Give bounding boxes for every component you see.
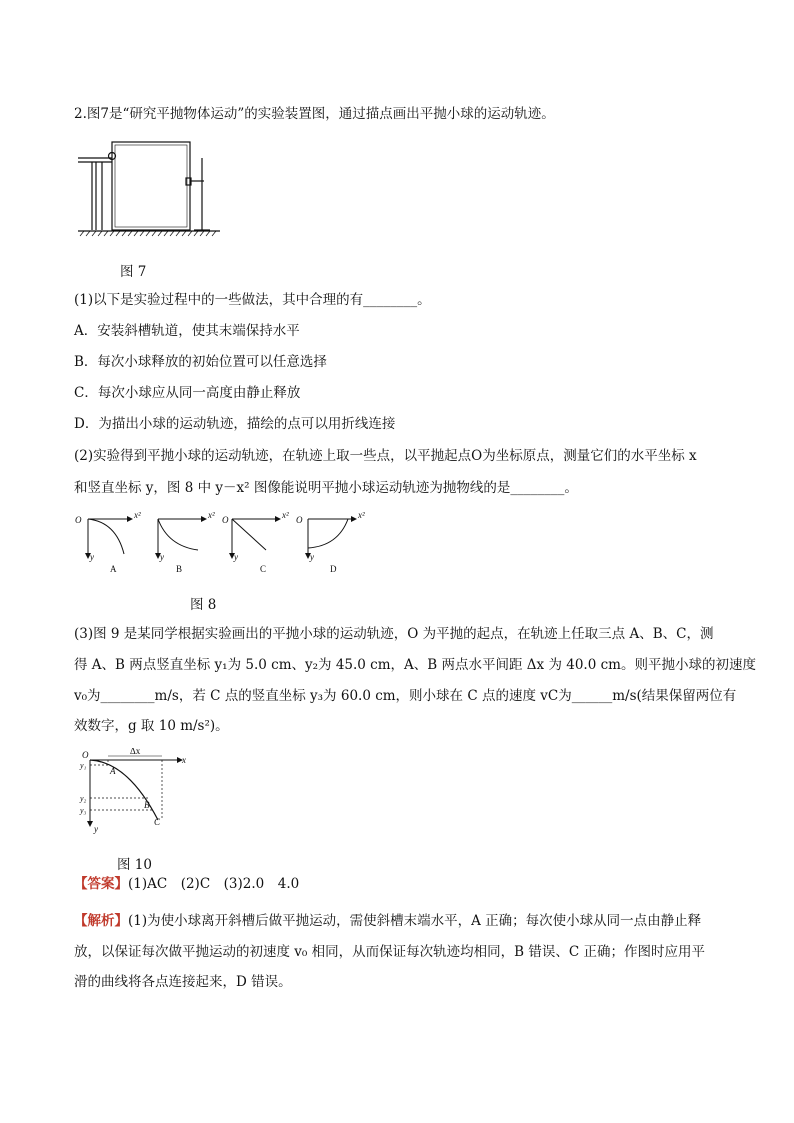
svg-text:A: A [110,766,116,776]
answer-text: (1)AC (2)C (3)2.0 4.0 [128,876,300,892]
svg-text:x: x [182,755,186,765]
figure-8-caption: 图 8 [190,597,217,613]
answer-label: 【答案】 [74,876,128,892]
figure-8-graphs [72,510,382,580]
graph-a [75,510,141,574]
graph-b-label: B [176,564,183,574]
graph-d-yaxis: y [310,552,314,562]
analysis-line-2: 放，以保证每次做平抛运动的初速度 v₀ 相同，从而保证每次轨迹均相同，B 错误、C 正确；作图时应用平 [74,944,705,960]
svg-text:C: C [154,817,161,827]
graph-c-origin: O [222,515,229,525]
graph-d-origin: O [296,515,303,525]
option-b: B．每次小球释放的初始位置可以任意选择 [74,354,327,370]
question-intro: 2.图7是“研究平抛物体运动”的实验装置图，通过描点画出平抛小球的运动轨迹。 [74,106,555,122]
svg-text:y₂: y₂ [80,794,87,803]
graph-c [222,510,289,574]
graph-a-xaxis: x² [134,510,141,520]
question-3-line-2: 得 A、B 两点竖直坐标 y₁为 5.0 cm、y₂为 45.0 cm，A、B 两点水平间距 Δx 为 40.0 cm。则平抛小球的初速度 [74,657,756,673]
graph-b-xaxis: x² [208,510,215,520]
graph-a-origin: O [75,515,82,525]
graph-c-xaxis: x² [282,510,289,520]
svg-text:y₃: y₃ [80,806,87,815]
graph-d-label: D [330,564,337,574]
figure-10-trajectory [78,748,198,840]
question-2-line-2: 和竖直坐标 y，图 8 中 y－x² 图像能说明平抛小球运动轨迹为抛物线的是________。 [74,480,578,496]
question-1-stem: (1)以下是实验过程中的一些做法，其中合理的有________。 [74,292,431,308]
graph-a-label: A [110,564,117,574]
figure-7-apparatus [74,136,224,240]
figure-10-caption: 图 10 [117,857,152,873]
analysis-line-3: 滑的曲线将各点连接起来，D 错误。 [74,974,292,990]
analysis-line-1: 【解析】(1)为使小球离开斜槽后做平抛运动，需使斜槽末端水平，A 正确；每次使小球从同一点由静止释 [74,913,702,929]
option-a: A．安装斜槽轨道，使其末端保持水平 [74,323,300,339]
analysis-label: 【解析】 [74,913,128,929]
graph-c-yaxis: y [234,552,238,562]
svg-text:O: O [82,750,89,760]
graph-b-yaxis: y [160,552,164,562]
question-2-line-1: (2)实验得到平抛小球的运动轨迹，在轨迹上取一些点，以平抛起点O为坐标原点，测量它们的水平坐标 x [74,448,697,464]
svg-text:Δx: Δx [130,748,141,756]
figure-7-caption: 图 7 [120,264,147,280]
option-d: D．为描出小球的运动轨迹，描绘的点可以用折线连接 [74,416,396,432]
option-c: C．每次小球应从同一高度由静止释放 [74,385,301,401]
question-3-line-1: (3)图 9 是某同学根据实验画出的平抛小球的运动轨迹，O 为平抛的起点，在轨迹上任取三点 A、B、C，测 [74,626,714,642]
question-3-line-4: 效数字，g 取 10 m/s²)。 [74,718,229,734]
svg-text:B: B [144,800,150,810]
graph-a-yaxis: y [90,552,94,562]
graph-b [158,510,215,574]
svg-text:y₁: y₁ [80,761,87,770]
answer-line [74,874,299,894]
graph-d [296,510,365,574]
graph-c-label: C [260,564,267,574]
svg-text:y: y [94,824,98,834]
question-3-line-3: v₀为________m/s，若 C 点的竖直坐标 y₃为 60.0 cm，则小球在 C 点的速度 vC为______m/s(结果保留两位有 [74,688,737,704]
graph-d-xaxis: x² [358,510,365,520]
